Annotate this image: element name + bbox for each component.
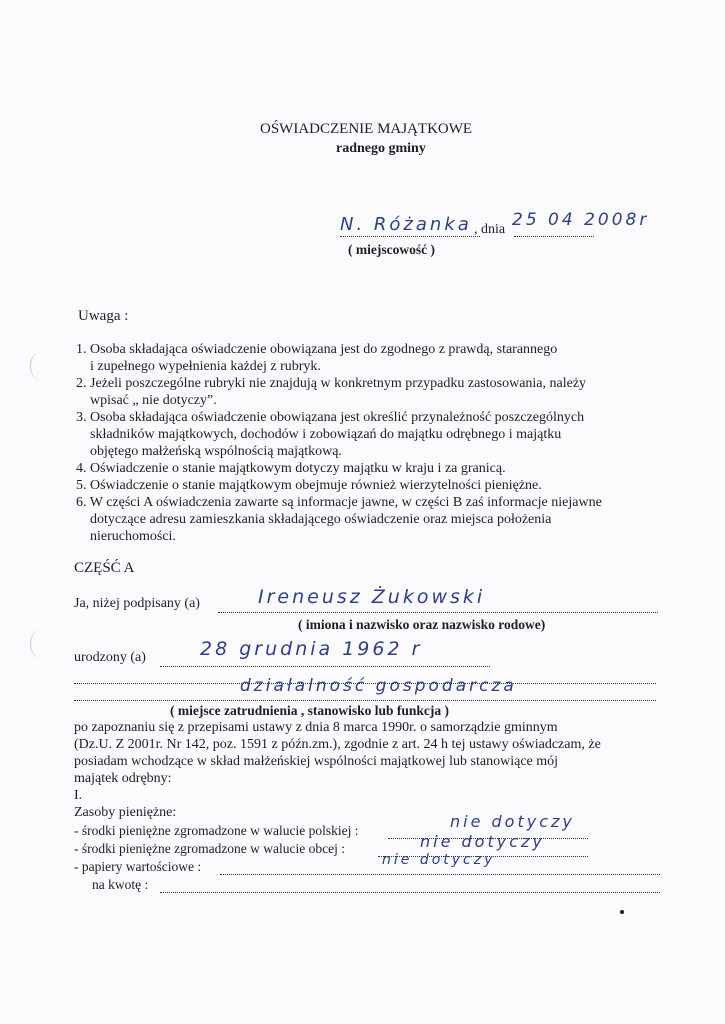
note-line: 4. Oświadczenie o stanie majątkowym dotyczy majątku w kraju i za granicą.: [76, 461, 506, 476]
scan-mark: [620, 910, 624, 914]
statement-line: majątek odrębny:: [74, 771, 172, 786]
place-caption: ( miejscowość ): [348, 242, 435, 257]
statement-line: posiadam wchodzące w skład małżeńskiej wspólności majątkowej lub stanowiące mój: [74, 754, 559, 769]
securities-label: - papiery wartościowe :: [74, 859, 202, 874]
employment-handwritten: działalność gospodarcza: [240, 676, 517, 696]
birth-dots: [160, 666, 490, 667]
note-line: dotyczące adresu zamieszkania składającego oświadczenie oraz miejsca położenia: [90, 512, 552, 527]
amount-dots: [160, 892, 660, 893]
securities-dots: [220, 874, 660, 875]
punch-hole-bottom: [30, 630, 51, 658]
part-a-heading: CZĘŚĆ A: [74, 560, 135, 576]
name-caption: ( imiona i nazwisko oraz nazwisko rodowe): [298, 617, 546, 632]
date-label: , dnia: [474, 222, 506, 237]
note-line: wpisać „ nie dotyczy”.: [90, 393, 217, 408]
statement-line: po zapoznaniu się z przepisami ustawy z dnia 8 marca 1990r. o samorządzie gminnym: [74, 720, 558, 735]
punch-hole-top: [30, 352, 51, 380]
note-line: 3. Osoba składająca oświadczenie obowiązana jest określić przynależność poszczególnych: [76, 410, 585, 425]
name-dots: [218, 612, 658, 613]
name-handwritten: Ireneusz Żukowski: [258, 586, 486, 608]
document-subtitle: radnego gminy: [336, 141, 426, 156]
date-dots: [514, 236, 594, 237]
securities-handwritten: nie dotyczy: [382, 852, 496, 868]
cash-foreign-handwritten: nie dotyczy: [420, 832, 545, 851]
cash-foreign-label: - środki pieniężne zgromadzone w walucie obcej :: [74, 841, 346, 856]
signed-label: Ja, niżej podpisany (a): [74, 596, 200, 611]
cash-pln-handwritten: nie dotyczy: [450, 812, 575, 831]
place-handwritten: N. Różanka: [340, 214, 472, 235]
note-line: 5. Oświadczenie o stanie majątkowym obejmuje również wierzytelności pieniężne.: [76, 478, 542, 493]
note-line: objętego małżeńską wspólnością majątkową.: [90, 444, 342, 459]
note-line: nieruchomości.: [90, 529, 176, 544]
document-title: OŚWIADCZENIE MAJĄTKOWE: [260, 121, 473, 137]
employment-caption: ( miejsce zatrudnienia , stanowisko lub funkcja ): [170, 703, 450, 718]
date-handwritten: 25 04 2008r: [512, 210, 650, 230]
statement-line: (Dz.U. Z 2001r. Nr 142, poz. 1591 z późn.zm.), zgodnie z art. 24 h tej ustawy oświadczam, że: [74, 737, 601, 752]
note-line: i zupełnego wypełnienia każdej z rubryk.: [90, 359, 321, 374]
note-line: 2. Jeżeli poszczególne rubryki nie znajdują w konkretnym przypadku zastosowania, należy: [76, 376, 587, 391]
amount-label: na kwotę :: [92, 877, 149, 892]
note-line: 1. Osoba składająca oświadczenie obowiązana jest do zgodnego z prawdą, starannego: [76, 342, 558, 357]
section-number: I.: [74, 788, 83, 803]
note-line: 6. W części A oświadczenia zawarte są informacje jawne, w części B zaś informacje niejawne: [76, 495, 602, 510]
section-heading: Zasoby pieniężne:: [74, 805, 177, 820]
place-dots: [340, 236, 480, 237]
birth-handwritten: 28 grudnia 1962 r: [200, 638, 423, 660]
note-line: składników majątkowych, dochodów i zobowiązań do majątku odrębnego i majątku: [90, 427, 562, 442]
cash-pln-label: - środki pieniężne zgromadzone w walucie polskiej :: [74, 823, 359, 838]
notes-heading: Uwaga :: [78, 308, 129, 324]
born-label: urodzony (a): [74, 650, 146, 665]
employment-dots: [74, 700, 656, 701]
